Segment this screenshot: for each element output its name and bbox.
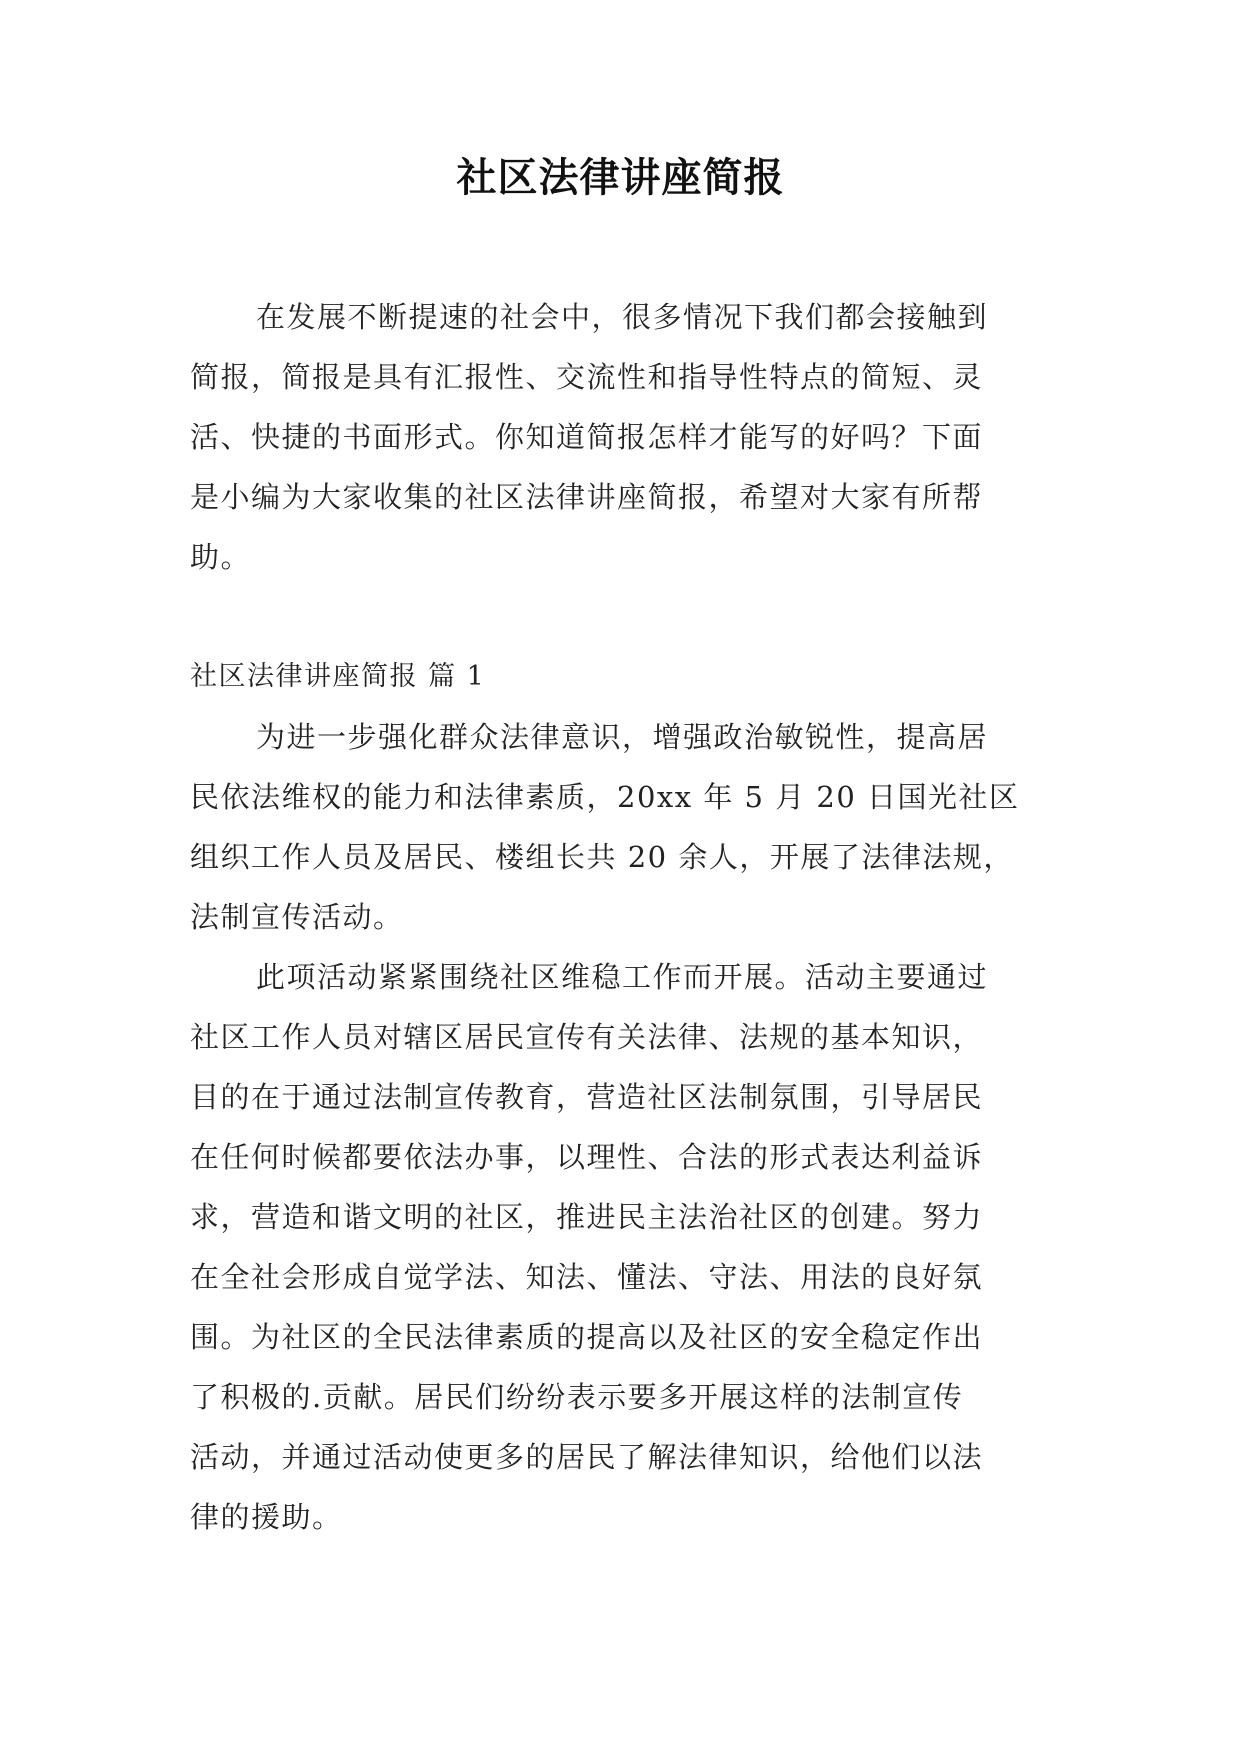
- text-line: 为进一步强化群众法律意识，增强政治敏锐性，提高居: [256, 720, 989, 754]
- text-line: 律的援助。: [190, 1500, 343, 1534]
- text-line: 组织工作人员及居民、楼组长共 20 余人，开展了法律法规，: [190, 840, 1014, 874]
- text-line: 助。: [190, 540, 252, 574]
- text-line: 民依法维权的能力和法律素质，20xx 年 5 月 20 日国光社区: [190, 780, 1020, 814]
- text-line: 简报，简报是具有汇报性、交流性和指导性特点的简短、灵: [190, 360, 984, 394]
- text-line: 在发展不断提速的社会中，很多情况下我们都会接触到: [256, 300, 989, 334]
- text-line: 活动，并通过活动使更多的居民了解法律知识，给他们以法: [190, 1440, 984, 1474]
- paragraph-spacer: [190, 587, 1046, 647]
- text-line: 是小编为大家收集的社区法律讲座简报，希望对大家有所帮: [190, 480, 984, 514]
- text-line: 在全社会形成自觉学法、知法、懂法、守法、用法的良好氛: [190, 1260, 984, 1294]
- text-line: 社区工作人员对辖区居民宣传有关法律、法规的基本知识，: [190, 1020, 984, 1054]
- section-heading: 社区法律讲座简报 篇 1: [190, 661, 486, 692]
- text-line: 了积极的.贡献。居民们纷纷表示要多开展这样的法制宣传: [190, 1380, 964, 1414]
- text-line: 在任何时候都要依法办事，以理性、合法的形式表达利益诉: [190, 1140, 984, 1174]
- text-line: 围。为社区的全民法律素质的提高以及社区的安全稳定作出: [190, 1320, 984, 1354]
- text-line: 求，营造和谐文明的社区，推进民主法治社区的创建。努力: [190, 1200, 984, 1234]
- text-line: 法制宣传活动。: [190, 900, 404, 934]
- document-title: 社区法律讲座简报: [456, 155, 785, 201]
- body-paragraph-1: [190, 707, 1046, 947]
- intro-paragraph: [190, 287, 1046, 587]
- text-line: 目的在于通过法制宣传教育，营造社区法制氛围，引导居民: [190, 1080, 984, 1114]
- text-line: 活、快捷的书面形式。你知道简报怎样才能写的好吗？下面: [190, 420, 984, 454]
- text-line: 此项活动紧紧围绕社区维稳工作而开展。活动主要通过: [256, 960, 989, 994]
- body-paragraph-2: [190, 947, 1046, 1547]
- document-body: [190, 287, 1046, 1547]
